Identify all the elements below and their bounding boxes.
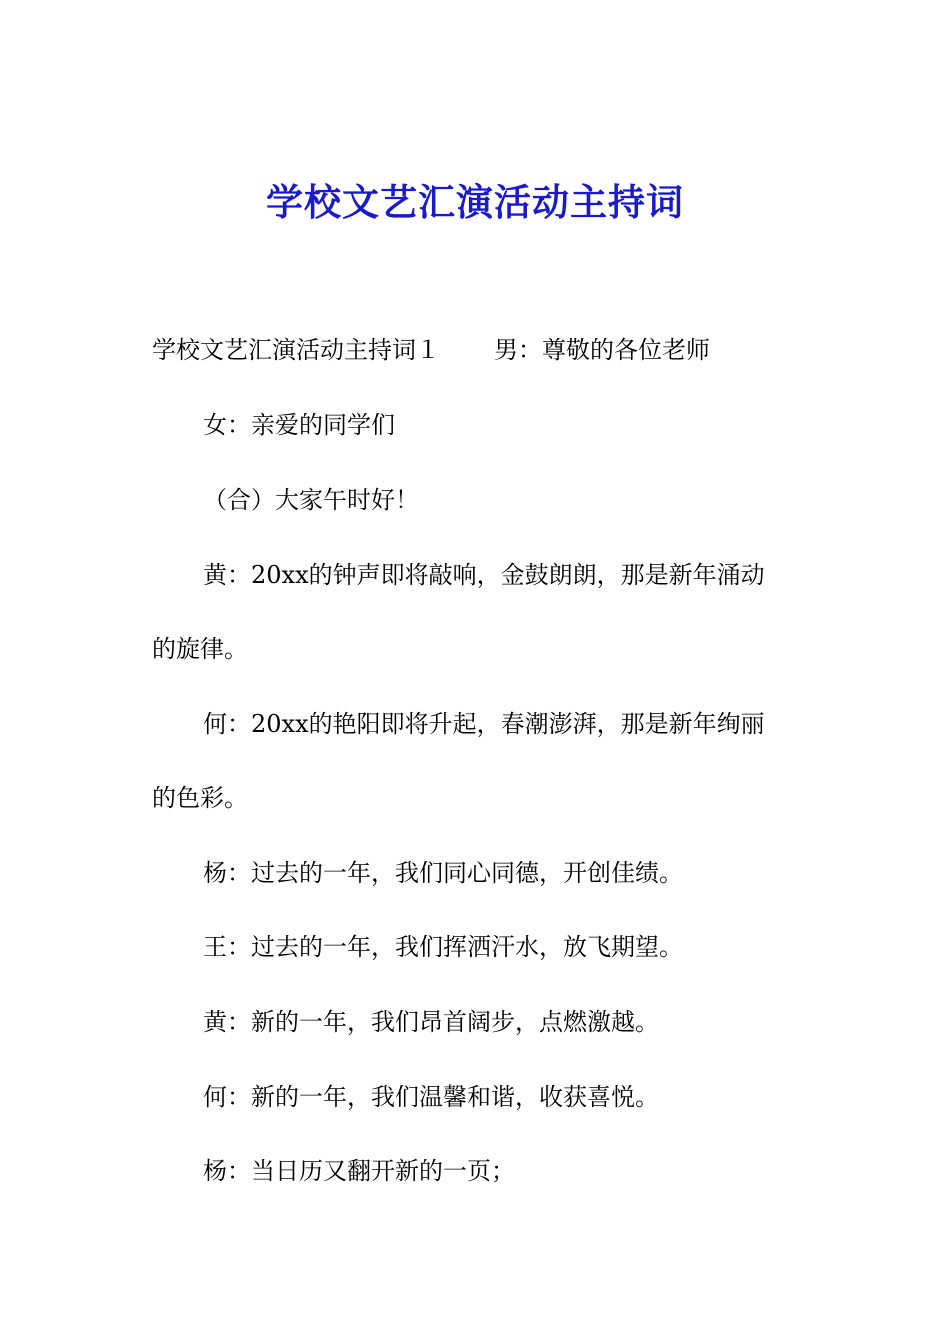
- paragraph-line-continued: 的旋律。: [152, 635, 248, 663]
- paragraph: 黄：新的一年，我们昂首阔步，点燃激越。: [203, 1008, 659, 1036]
- paragraph: 女：亲爱的同学们: [203, 411, 395, 439]
- paragraph: 何：新的一年，我们温馨和谐，收获喜悦。: [203, 1083, 659, 1111]
- paragraph-line-continued: 的色彩。: [152, 784, 248, 812]
- paragraph: 杨：当日历又翻开新的一页；: [203, 1157, 515, 1185]
- section-heading: 学校文艺汇演活动主持词１: [152, 336, 440, 364]
- paragraph: 杨：过去的一年，我们同心同德，开创佳绩。: [203, 859, 683, 887]
- paragraph: 王：过去的一年，我们挥洒汗水，放飞期望。: [203, 933, 683, 961]
- paragraph-line: 黄：20xx的钟声即将敲响，金鼓朗朗，那是新年涌动: [203, 561, 765, 589]
- document-title: 学校文艺汇演活动主持词: [266, 180, 684, 224]
- paragraph-intro: [152, 335, 802, 365]
- speaker-line: 男：尊敬的各位老师: [494, 336, 710, 364]
- paragraph-line: 何：20xx的艳阳即将升起，春潮澎湃，那是新年绚丽: [203, 710, 765, 738]
- paragraph: （合）大家午时好！: [203, 486, 419, 514]
